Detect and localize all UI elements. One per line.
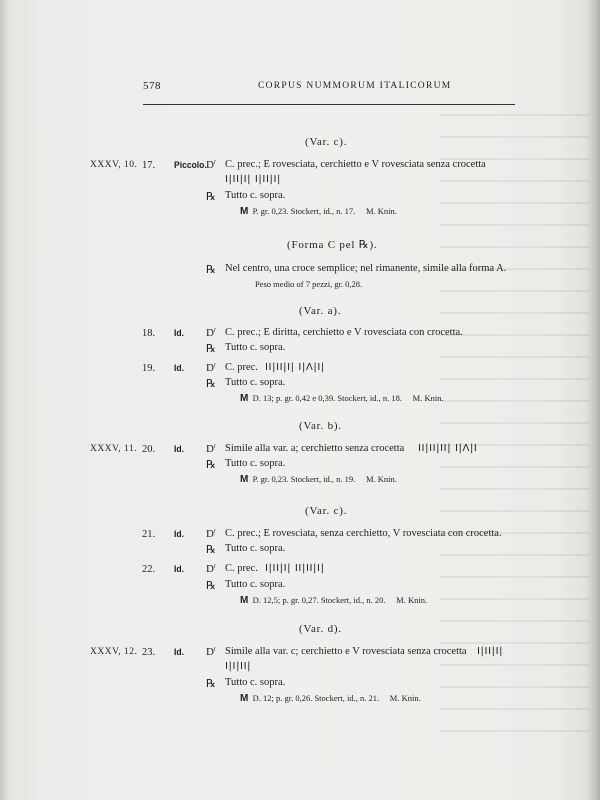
coin-details: M D. 12; p. gr. 0,26. Stockert, id., n. 21. M. Knin. xyxy=(240,693,421,704)
reverse-symbol: ℞ xyxy=(206,678,216,690)
reverse-symbol: ℞ xyxy=(206,378,216,390)
obverse-symbol: $D^r$ xyxy=(206,563,216,575)
obverse-description: C. prec.; E rovesciata, cerchietto e V rovesciata senza crocetta xyxy=(225,159,486,170)
obverse-symbol: $D^r$ xyxy=(206,362,216,374)
obverse-symbol: $D^r$ xyxy=(206,443,216,455)
reverse-description: Tutto c. sopra. xyxy=(225,190,286,201)
entry-size: Id. xyxy=(174,564,184,575)
obverse-symbol: $D^r$ xyxy=(206,327,216,339)
reverse-description: Tutto c. sopra. xyxy=(225,377,286,388)
reverse-description: Tutto c. sopra. xyxy=(225,579,286,590)
obverse-description: C. prec.; E diritta, cerchietto e V rovesciata con crocetta. xyxy=(225,327,463,338)
obverse-description: Simile alla var. a; cerchietto senza crocetta xyxy=(225,443,405,454)
page-edge-shadow xyxy=(586,0,600,800)
obverse-symbol: $D^r$ xyxy=(206,528,216,540)
header-rule xyxy=(143,104,515,105)
obverse-description: C. prec. xyxy=(225,563,258,574)
legend-sequence: II|II|II| I|Λ|I xyxy=(418,443,478,454)
legend-sequence: I|II|I| I|II|I| xyxy=(225,174,281,185)
catalog-ref: XXXV, 11. xyxy=(90,444,137,454)
obverse-symbol: $D^r$ xyxy=(206,646,216,658)
entry-number: 20. xyxy=(142,444,156,455)
entry-size: Piccolo. xyxy=(174,160,207,171)
reverse-symbol: ℞ xyxy=(206,580,216,592)
average-weight-note: Peso medio of 7 pezzi, gr. 0,28. xyxy=(255,279,363,289)
catalog-ref: XXXV, 10. xyxy=(90,160,138,170)
reverse-description: Tutto c. sopra. xyxy=(225,543,286,554)
section-heading: (Var. b). xyxy=(299,420,342,432)
entry-size: Id. xyxy=(174,444,184,455)
entry-number: 22. xyxy=(142,564,156,575)
entry-size: Id. xyxy=(174,647,184,658)
coin-details: M P. gr. 0,23. Stockert, id., n. 17. M. Knin. xyxy=(240,206,397,217)
reverse-description: Tutto c. sopra. xyxy=(225,342,286,353)
section-heading: (Var. d). xyxy=(299,623,342,635)
obverse-description: Simile alla var. c; cerchietto e V rovesciata senza crocetta xyxy=(225,646,467,657)
reverse-symbol: ℞ xyxy=(206,544,216,556)
section-heading: (Var. a). xyxy=(299,305,342,317)
entry-size: Id. xyxy=(174,328,184,339)
section-heading: (Var. c). xyxy=(305,136,348,148)
reverse-symbol: ℞ xyxy=(206,459,216,471)
legend-sequence: II|II|I| I|Λ|I| xyxy=(265,362,325,373)
running-title: CORPUS NUMMORUM ITALICORUM xyxy=(258,81,452,91)
page-number: 578 xyxy=(143,80,161,92)
reverse-description: Tutto c. sopra. xyxy=(225,458,286,469)
reverse-description: Nel centro, una croce semplice; nel rimanente, simile alla forma A. xyxy=(225,263,507,274)
entry-size: Id. xyxy=(174,363,184,374)
obverse-symbol: $D^r$ xyxy=(206,159,216,171)
section-heading: (Var. c). xyxy=(305,505,348,517)
catalog-ref: XXXV, 12. xyxy=(90,647,138,657)
show-through-text xyxy=(440,100,590,740)
entry-number: 17. xyxy=(142,160,156,171)
entry-number: 19. xyxy=(142,363,156,374)
entry-number: 23. xyxy=(142,647,156,658)
obverse-description: C. prec. xyxy=(225,362,258,373)
reverse-description: Tutto c. sopra. xyxy=(225,677,286,688)
legend-sequence: I|II|I| xyxy=(477,646,504,657)
legend-sequence: I|II|I| II|II|I| xyxy=(265,563,325,574)
reverse-symbol: ℞ xyxy=(206,343,216,355)
obverse-description: C. prec.; E rovesciata, senza cerchietto, V rovesciata con crocetta. xyxy=(225,528,502,539)
entry-number: 21. xyxy=(142,529,156,540)
page-gutter-shadow xyxy=(0,0,10,800)
coin-details: M P. gr. 0,23. Stockert, id., n. 19. M. Knin. xyxy=(240,474,397,485)
reverse-symbol: ℞ xyxy=(206,264,216,276)
coin-details: M D. 12,5; p. gr. 0,27. Stockert, id., n. 20. M. Knin. xyxy=(240,595,428,606)
legend-sequence-continued: I|I|II| xyxy=(225,661,252,672)
reverse-symbol: ℞ xyxy=(206,191,216,203)
entry-number: 18. xyxy=(142,328,156,339)
section-heading: (Forma C pel ℞). xyxy=(287,239,378,251)
coin-details: M D. 13; p. gr. 0,42 e 0,39. Stockert, id., n. 18. M. Knin. xyxy=(240,393,444,404)
entry-size: Id. xyxy=(174,529,184,540)
